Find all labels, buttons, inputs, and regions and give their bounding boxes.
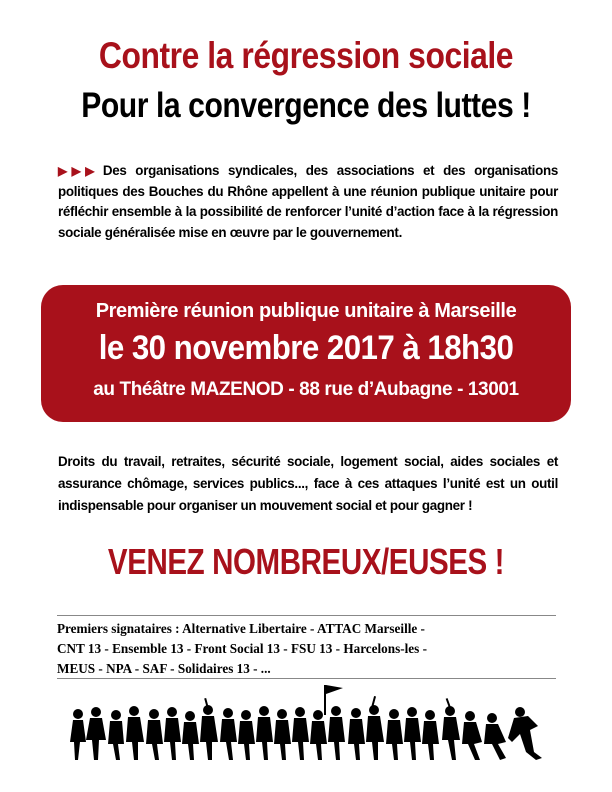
event-location: au Théâtre MAZENOD - 88 rue d’Aubagne - 13001 [93,379,519,400]
intro-paragraph [58,161,558,243]
event-banner [41,285,571,422]
signatories-line: MEUS - NPA - SAF - Solidaires 13 - ... [57,661,271,676]
divider-bottom [57,678,556,679]
call-to-action: VENEZ NOMBREUX/EUSES ! [107,541,505,582]
signatories-block [57,619,556,679]
event-title: Première réunion publique unitaire à Marseille [95,300,517,322]
subtitle: Pour la convergence des luttes ! [81,86,531,125]
body-paragraph: Droits du travail, retraites, sécurité sociale, logement social, aides sociales et assurance chômage, services publics..., face à ces attaques l’unité est un outil indispensable pour organiser un mouvement social et pour gagner ! [58,454,558,513]
triple-arrow-icon: ▶▶▶ [58,164,99,178]
main-title: Contre la régression sociale [98,35,514,76]
marching-crowd-illustration [68,682,548,762]
divider-top [57,615,556,616]
signatories-line: Premiers signataires : Alternative Libertaire - ATTAC Marseille - [57,621,425,636]
intro-text: Des organisations syndicales, des associations et des organisations politiques des Bouches du Rhône appellent à une réunion publique unitaire pour réfléchir ensemble à la possibilité de renforcer l’unité d’action face à la régression sociale généralisée mise en œuvre par le gouvernement. [58,163,559,240]
event-date: le 30 novembre 2017 à 18h30 [98,329,514,367]
signatories-line: CNT 13 - Ensemble 13 - Front Social 13 - FSU 13 - Harcelons-les - [57,641,427,656]
